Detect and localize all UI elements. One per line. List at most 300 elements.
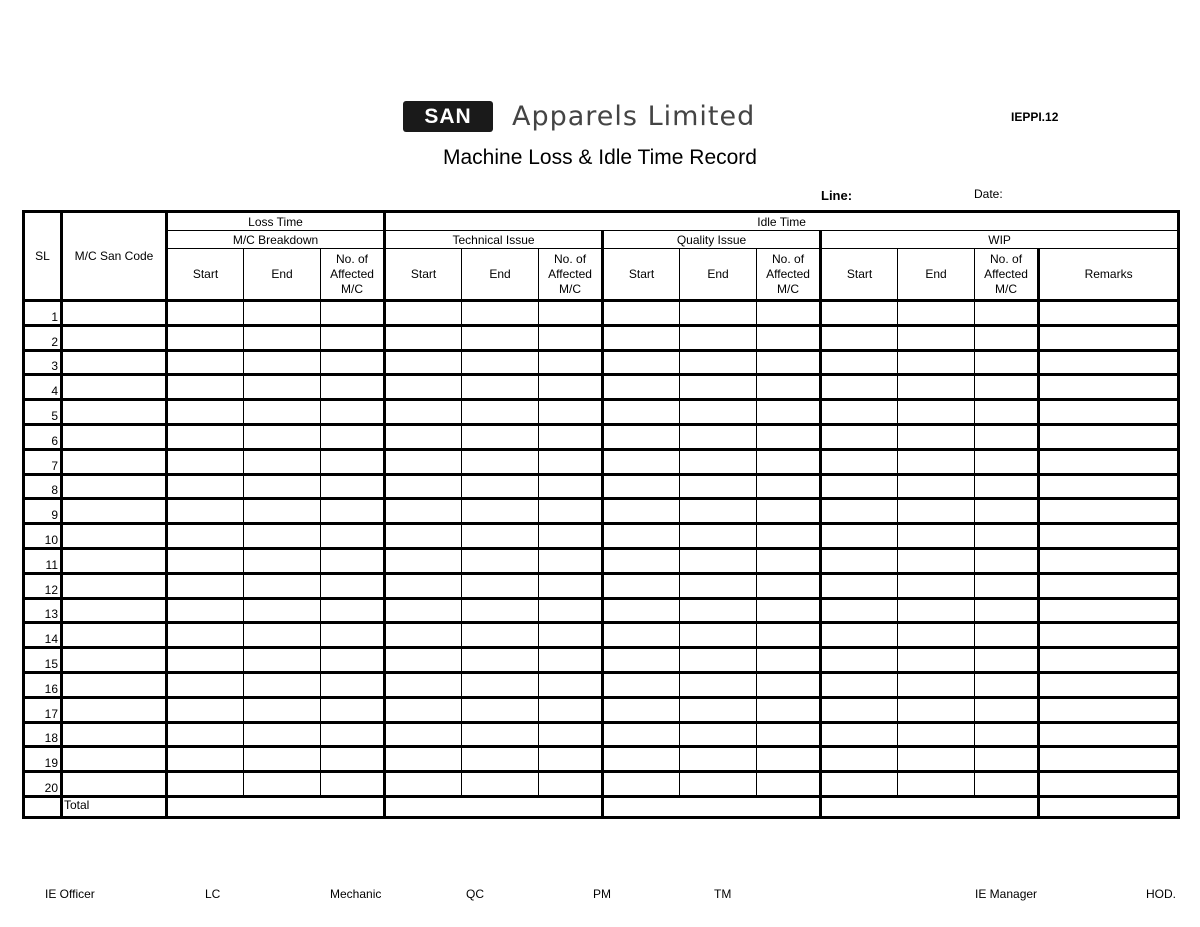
entry-cell[interactable] <box>680 400 757 425</box>
entry-cell[interactable] <box>462 524 539 549</box>
entry-cell[interactable] <box>680 524 757 549</box>
entry-cell[interactable] <box>1039 772 1179 797</box>
row-number: 5 <box>24 400 62 425</box>
entry-cell[interactable] <box>462 623 539 648</box>
entry-cell[interactable] <box>975 697 1039 722</box>
entry-cell[interactable] <box>244 598 321 623</box>
entry-cell[interactable] <box>244 350 321 375</box>
entry-cell[interactable] <box>975 424 1039 449</box>
total-label: Total <box>62 796 167 817</box>
entry-cell[interactable] <box>62 672 167 697</box>
entry-cell[interactable] <box>1039 722 1179 747</box>
entry-cell[interactable] <box>321 672 385 697</box>
entry-cell[interactable] <box>167 598 244 623</box>
entry-cell[interactable] <box>167 424 244 449</box>
entry-cell[interactable] <box>821 375 898 400</box>
entry-cell[interactable] <box>757 350 821 375</box>
entry-cell[interactable] <box>975 672 1039 697</box>
entry-cell[interactable] <box>539 424 603 449</box>
entry-cell[interactable] <box>975 325 1039 350</box>
entry-cell[interactable] <box>167 474 244 499</box>
entry-cell[interactable] <box>898 697 975 722</box>
entry-cell[interactable] <box>462 598 539 623</box>
entry-cell[interactable] <box>680 573 757 598</box>
entry-cell[interactable] <box>603 772 680 797</box>
group-header: Quality Issue <box>603 231 821 249</box>
signature-ie-manager: IE Manager <box>975 887 1038 901</box>
entry-cell[interactable] <box>1039 697 1179 722</box>
entry-cell[interactable] <box>539 325 603 350</box>
entry-cell[interactable] <box>1039 424 1179 449</box>
entry-cell[interactable] <box>62 424 167 449</box>
entry-cell[interactable] <box>539 301 603 326</box>
entry-cell[interactable] <box>385 697 462 722</box>
entry-cell[interactable] <box>898 598 975 623</box>
entry-cell[interactable] <box>757 474 821 499</box>
entry-cell[interactable] <box>385 573 462 598</box>
entry-cell[interactable] <box>603 697 680 722</box>
row-number: 17 <box>24 697 62 722</box>
entry-cell[interactable] <box>603 648 680 673</box>
entry-cell[interactable] <box>821 697 898 722</box>
date-label: Date: <box>974 187 1003 201</box>
entry-cell[interactable] <box>167 672 244 697</box>
entry-cell[interactable] <box>680 648 757 673</box>
entry-cell[interactable] <box>821 672 898 697</box>
entry-cell[interactable] <box>62 697 167 722</box>
entry-cell[interactable] <box>975 400 1039 425</box>
entry-cell[interactable] <box>898 301 975 326</box>
entry-cell[interactable] <box>385 648 462 673</box>
entry-cell[interactable] <box>244 499 321 524</box>
entry-cell[interactable] <box>62 747 167 772</box>
entry-cell[interactable] <box>1039 573 1179 598</box>
entry-cell[interactable] <box>539 772 603 797</box>
entry-cell[interactable] <box>603 301 680 326</box>
entry-cell[interactable] <box>898 350 975 375</box>
entry-cell[interactable] <box>62 350 167 375</box>
entry-cell[interactable] <box>975 350 1039 375</box>
entry-cell[interactable] <box>385 499 462 524</box>
entry-cell[interactable] <box>385 672 462 697</box>
entry-cell[interactable] <box>821 722 898 747</box>
entry-cell[interactable] <box>167 325 244 350</box>
entry-cell[interactable] <box>385 350 462 375</box>
entry-cell[interactable] <box>898 747 975 772</box>
entry-cell[interactable] <box>821 424 898 449</box>
entry-cell[interactable] <box>603 623 680 648</box>
entry-cell[interactable] <box>244 573 321 598</box>
entry-cell[interactable] <box>1039 672 1179 697</box>
entry-cell[interactable] <box>680 424 757 449</box>
entry-cell[interactable] <box>757 400 821 425</box>
entry-cell[interactable] <box>680 350 757 375</box>
entry-cell[interactable] <box>821 449 898 474</box>
entry-cell[interactable] <box>680 474 757 499</box>
entry-cell[interactable] <box>321 524 385 549</box>
entry-cell[interactable] <box>321 350 385 375</box>
entry-cell[interactable] <box>321 325 385 350</box>
entry-cell[interactable] <box>603 672 680 697</box>
entry-cell[interactable] <box>821 548 898 573</box>
entry-cell[interactable] <box>62 623 167 648</box>
entry-cell[interactable] <box>975 573 1039 598</box>
entry-cell[interactable] <box>898 474 975 499</box>
entry-cell[interactable] <box>757 524 821 549</box>
row-number: 6 <box>24 424 62 449</box>
entry-cell[interactable] <box>385 325 462 350</box>
entry-cell[interactable] <box>680 499 757 524</box>
entry-cell[interactable] <box>321 424 385 449</box>
entry-cell[interactable] <box>898 548 975 573</box>
entry-cell[interactable] <box>603 573 680 598</box>
entry-cell[interactable] <box>321 400 385 425</box>
entry-cell[interactable] <box>167 573 244 598</box>
entry-cell[interactable] <box>62 648 167 673</box>
entry-cell[interactable] <box>680 548 757 573</box>
entry-cell[interactable] <box>62 375 167 400</box>
entry-cell[interactable] <box>975 301 1039 326</box>
entry-cell[interactable] <box>539 400 603 425</box>
total-cell[interactable] <box>821 796 1039 817</box>
entry-cell[interactable] <box>975 548 1039 573</box>
entry-cell[interactable] <box>167 350 244 375</box>
entry-cell[interactable] <box>1039 449 1179 474</box>
entry-cell[interactable] <box>1039 747 1179 772</box>
entry-cell[interactable] <box>385 400 462 425</box>
entry-cell[interactable] <box>244 424 321 449</box>
entry-cell[interactable] <box>680 722 757 747</box>
entry-cell[interactable] <box>167 623 244 648</box>
entry-cell[interactable] <box>821 400 898 425</box>
entry-cell[interactable] <box>167 301 244 326</box>
entry-cell[interactable] <box>321 747 385 772</box>
entry-cell[interactable] <box>975 474 1039 499</box>
entry-cell[interactable] <box>680 623 757 648</box>
entry-cell[interactable] <box>321 623 385 648</box>
total-cell[interactable] <box>385 796 603 817</box>
entry-cell[interactable] <box>898 672 975 697</box>
entry-cell[interactable] <box>462 697 539 722</box>
entry-cell[interactable] <box>321 474 385 499</box>
entry-cell[interactable] <box>821 301 898 326</box>
entry-cell[interactable] <box>603 548 680 573</box>
entry-cell[interactable] <box>1039 598 1179 623</box>
entry-cell[interactable] <box>757 325 821 350</box>
entry-cell[interactable] <box>680 449 757 474</box>
entry-cell[interactable] <box>539 598 603 623</box>
entry-cell[interactable] <box>680 747 757 772</box>
entry-cell[interactable] <box>975 598 1039 623</box>
entry-cell[interactable] <box>1039 301 1179 326</box>
total-cell[interactable] <box>603 796 821 817</box>
entry-cell[interactable] <box>385 722 462 747</box>
entry-cell[interactable] <box>1039 400 1179 425</box>
entry-cell[interactable] <box>62 449 167 474</box>
entry-cell[interactable] <box>757 424 821 449</box>
row-number: 1 <box>24 301 62 326</box>
entry-cell[interactable] <box>603 747 680 772</box>
entry-cell[interactable] <box>62 474 167 499</box>
entry-cell[interactable] <box>539 747 603 772</box>
entry-cell[interactable] <box>62 548 167 573</box>
entry-cell[interactable] <box>680 325 757 350</box>
signature-ie-officer: IE Officer <box>45 887 95 901</box>
entry-cell[interactable] <box>462 400 539 425</box>
entry-cell[interactable] <box>539 350 603 375</box>
entry-cell[interactable] <box>898 772 975 797</box>
entry-cell[interactable] <box>321 499 385 524</box>
entry-cell[interactable] <box>898 573 975 598</box>
entry-cell[interactable] <box>539 375 603 400</box>
entry-cell[interactable] <box>757 747 821 772</box>
entry-cell[interactable] <box>898 722 975 747</box>
entry-cell[interactable] <box>1039 375 1179 400</box>
entry-cell[interactable] <box>898 524 975 549</box>
entry-cell[interactable] <box>462 722 539 747</box>
entry-cell[interactable] <box>898 400 975 425</box>
entry-cell[interactable] <box>244 697 321 722</box>
entry-cell[interactable] <box>539 573 603 598</box>
entry-cell[interactable] <box>975 524 1039 549</box>
entry-cell[interactable] <box>167 648 244 673</box>
entry-cell[interactable] <box>1039 623 1179 648</box>
entry-cell[interactable] <box>757 301 821 326</box>
entry-cell[interactable] <box>975 722 1039 747</box>
entry-cell[interactable] <box>603 449 680 474</box>
entry-cell[interactable] <box>321 301 385 326</box>
entry-cell[interactable] <box>603 474 680 499</box>
entry-cell[interactable] <box>62 598 167 623</box>
entry-cell[interactable] <box>167 400 244 425</box>
entry-cell[interactable] <box>462 648 539 673</box>
entry-cell[interactable] <box>462 747 539 772</box>
entry-cell[interactable] <box>462 499 539 524</box>
entry-cell[interactable] <box>757 722 821 747</box>
end-column-header: End <box>244 249 321 301</box>
entry-cell[interactable] <box>821 648 898 673</box>
entry-cell[interactable] <box>167 722 244 747</box>
entry-cell[interactable] <box>757 548 821 573</box>
entry-cell[interactable] <box>62 573 167 598</box>
entry-cell[interactable] <box>244 301 321 326</box>
entry-cell[interactable] <box>462 350 539 375</box>
entry-cell[interactable] <box>757 772 821 797</box>
entry-cell[interactable] <box>62 325 167 350</box>
entry-cell[interactable] <box>821 350 898 375</box>
entry-cell[interactable] <box>821 598 898 623</box>
entry-cell[interactable] <box>385 623 462 648</box>
entry-cell[interactable] <box>603 400 680 425</box>
entry-cell[interactable] <box>321 573 385 598</box>
entry-cell[interactable] <box>680 772 757 797</box>
entry-cell[interactable] <box>975 747 1039 772</box>
entry-cell[interactable] <box>757 449 821 474</box>
entry-cell[interactable] <box>462 375 539 400</box>
entry-cell[interactable] <box>821 747 898 772</box>
entry-cell[interactable] <box>244 623 321 648</box>
entry-cell[interactable] <box>385 772 462 797</box>
entry-cell[interactable] <box>898 449 975 474</box>
entry-cell[interactable] <box>603 499 680 524</box>
entry-cell[interactable] <box>821 474 898 499</box>
entry-cell[interactable] <box>385 301 462 326</box>
entry-cell[interactable] <box>539 474 603 499</box>
entry-cell[interactable] <box>321 722 385 747</box>
entry-cell[interactable] <box>539 672 603 697</box>
sl-total-empty <box>24 796 62 817</box>
group-header: M/C Breakdown <box>167 231 385 249</box>
entry-cell[interactable] <box>603 424 680 449</box>
entry-cell[interactable] <box>603 350 680 375</box>
entry-cell[interactable] <box>462 301 539 326</box>
entry-cell[interactable] <box>462 474 539 499</box>
entry-cell[interactable] <box>757 672 821 697</box>
entry-cell[interactable] <box>321 375 385 400</box>
entry-cell[interactable] <box>1039 499 1179 524</box>
entry-cell[interactable] <box>757 697 821 722</box>
entry-cell[interactable] <box>680 301 757 326</box>
entry-cell[interactable] <box>321 772 385 797</box>
entry-cell[interactable] <box>603 325 680 350</box>
table-row <box>24 548 1179 573</box>
entry-cell[interactable] <box>244 548 321 573</box>
entry-cell[interactable] <box>167 548 244 573</box>
entry-cell[interactable] <box>539 548 603 573</box>
entry-cell[interactable] <box>1039 325 1179 350</box>
entry-cell[interactable] <box>680 672 757 697</box>
entry-cell[interactable] <box>898 424 975 449</box>
entry-cell[interactable] <box>321 697 385 722</box>
entry-cell[interactable] <box>975 772 1039 797</box>
entry-cell[interactable] <box>385 548 462 573</box>
entry-cell[interactable] <box>757 598 821 623</box>
entry-cell[interactable] <box>167 499 244 524</box>
entry-cell[interactable] <box>539 648 603 673</box>
entry-cell[interactable] <box>821 499 898 524</box>
entry-cell[interactable] <box>680 598 757 623</box>
entry-cell[interactable] <box>539 697 603 722</box>
entry-cell[interactable] <box>975 449 1039 474</box>
entry-cell[interactable] <box>462 449 539 474</box>
entry-cell[interactable] <box>244 747 321 772</box>
entry-cell[interactable] <box>757 499 821 524</box>
entry-cell[interactable] <box>821 524 898 549</box>
entry-cell[interactable] <box>821 325 898 350</box>
entry-cell[interactable] <box>244 375 321 400</box>
entry-cell[interactable] <box>539 722 603 747</box>
entry-cell[interactable] <box>975 648 1039 673</box>
entry-cell[interactable] <box>62 772 167 797</box>
entry-cell[interactable] <box>385 474 462 499</box>
entry-cell[interactable] <box>603 722 680 747</box>
entry-cell[interactable] <box>603 375 680 400</box>
entry-cell[interactable] <box>757 375 821 400</box>
entry-cell[interactable] <box>244 722 321 747</box>
entry-cell[interactable] <box>244 648 321 673</box>
entry-cell[interactable] <box>321 648 385 673</box>
entry-cell[interactable] <box>62 524 167 549</box>
entry-cell[interactable] <box>244 449 321 474</box>
entry-cell[interactable] <box>539 524 603 549</box>
entry-cell[interactable] <box>167 697 244 722</box>
entry-cell[interactable] <box>462 772 539 797</box>
entry-cell[interactable] <box>462 573 539 598</box>
entry-cell[interactable] <box>898 325 975 350</box>
entry-cell[interactable] <box>62 499 167 524</box>
entry-cell[interactable] <box>244 325 321 350</box>
entry-cell[interactable] <box>244 772 321 797</box>
entry-cell[interactable] <box>1039 548 1179 573</box>
entry-cell[interactable] <box>603 598 680 623</box>
entry-cell[interactable] <box>385 598 462 623</box>
row-number: 13 <box>24 598 62 623</box>
entry-cell[interactable] <box>167 747 244 772</box>
entry-cell[interactable] <box>462 424 539 449</box>
entry-cell[interactable] <box>321 598 385 623</box>
entry-cell[interactable] <box>757 648 821 673</box>
entry-cell[interactable] <box>462 672 539 697</box>
entry-cell[interactable] <box>821 573 898 598</box>
entry-cell[interactable] <box>975 499 1039 524</box>
entry-cell[interactable] <box>539 623 603 648</box>
entry-cell[interactable] <box>462 548 539 573</box>
entry-cell[interactable] <box>385 747 462 772</box>
entry-cell[interactable] <box>680 375 757 400</box>
entry-cell[interactable] <box>244 672 321 697</box>
entry-cell[interactable] <box>1039 524 1179 549</box>
entry-cell[interactable] <box>385 449 462 474</box>
entry-cell[interactable] <box>385 424 462 449</box>
entry-cell[interactable] <box>244 524 321 549</box>
entry-cell[interactable] <box>244 400 321 425</box>
entry-cell[interactable] <box>167 449 244 474</box>
entry-cell[interactable] <box>244 474 321 499</box>
entry-cell[interactable] <box>385 524 462 549</box>
entry-cell[interactable] <box>167 772 244 797</box>
entry-cell[interactable] <box>62 722 167 747</box>
entry-cell[interactable] <box>1039 474 1179 499</box>
entry-cell[interactable] <box>1039 350 1179 375</box>
entry-cell[interactable] <box>539 449 603 474</box>
entry-cell[interactable] <box>62 400 167 425</box>
total-cell[interactable] <box>1039 796 1179 817</box>
row-number: 20 <box>24 772 62 797</box>
total-cell[interactable] <box>167 796 385 817</box>
entry-cell[interactable] <box>1039 648 1179 673</box>
entry-cell[interactable] <box>975 375 1039 400</box>
entry-cell[interactable] <box>680 697 757 722</box>
entry-cell[interactable] <box>898 623 975 648</box>
entry-cell[interactable] <box>167 524 244 549</box>
entry-cell[interactable] <box>385 375 462 400</box>
entry-cell[interactable] <box>898 648 975 673</box>
entry-cell[interactable] <box>539 499 603 524</box>
entry-cell[interactable] <box>462 325 539 350</box>
entry-cell[interactable] <box>167 375 244 400</box>
entry-cell[interactable] <box>603 524 680 549</box>
entry-cell[interactable] <box>321 449 385 474</box>
entry-cell[interactable] <box>757 573 821 598</box>
entry-cell[interactable] <box>898 375 975 400</box>
entry-cell[interactable] <box>821 772 898 797</box>
entry-cell[interactable] <box>757 623 821 648</box>
entry-cell[interactable] <box>898 499 975 524</box>
entry-cell[interactable] <box>321 548 385 573</box>
entry-cell[interactable] <box>62 301 167 326</box>
entry-cell[interactable] <box>821 623 898 648</box>
entry-cell[interactable] <box>975 623 1039 648</box>
